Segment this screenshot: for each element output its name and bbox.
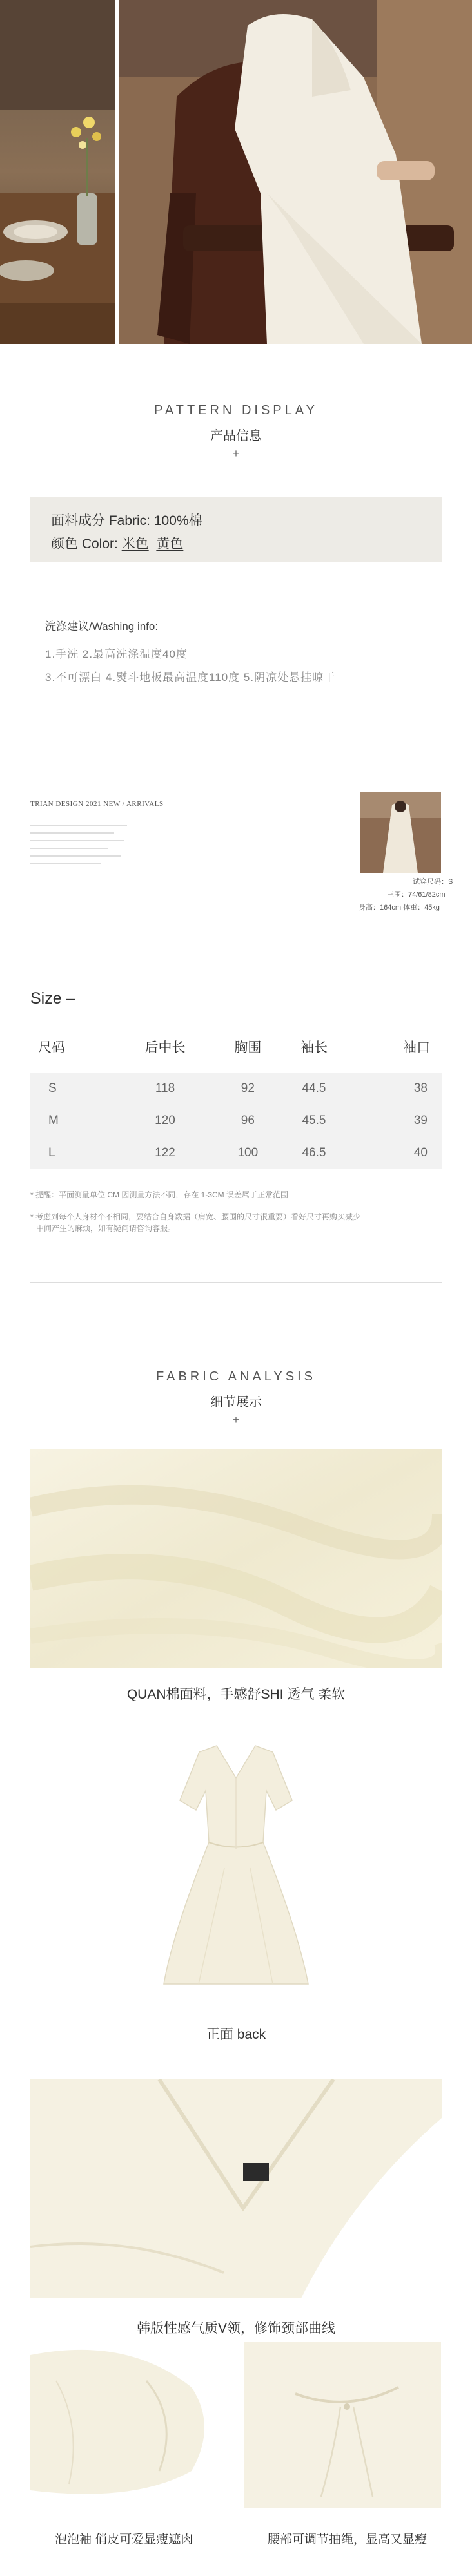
size-header-cell: 袖口 [403,1040,430,1055]
divider [30,1282,442,1283]
fabric-plus: + [232,1413,240,1426]
model-measure-value: 74/61/82cm [408,891,446,899]
fabric-label: 面料成分 Fabric: [51,513,154,528]
size-cell: 100 [237,1146,259,1159]
washing-title: 洗涤建议/Washing info: [45,620,159,633]
size-cell: 122 [155,1146,175,1159]
caption-vneck: 韩版性感气质V领，修饰颈部曲线 [136,2321,335,2336]
color-line [51,533,183,553]
vneck-detail-photo [30,2079,442,2298]
caption-sleeve: 泡泡袖 俏皮可爱显瘦遮肉 [55,2533,193,2546]
size-note-1: * 提醒：平面测量单位 CM 因测量方法不同，存在 1-3CM 误差属于正常范围 [30,1190,289,1199]
size-cell: S [48,1082,57,1095]
size-note-2a: * 考虑到每个人身材个不相同，要结合自身数据（肩宽、腰围的尺寸很重要）看好尺寸再购买减少 [30,1212,361,1221]
size-table-row [30,1137,442,1169]
size-cell: L [48,1146,55,1159]
size-header-cell: 后中长 [144,1040,186,1055]
color-option-yellow: 黄色 [156,537,184,551]
size-note-2b: 中间产生的麻烦，如有疑问请咨询客服。 [36,1224,176,1233]
caption-front: 正面 back [206,2027,266,2042]
pattern-plus: + [232,447,240,460]
size-cell: M [48,1114,59,1127]
fabric-title-en: FABRIC ANALYSIS [155,1369,317,1384]
size-header-cell: 胸围 [234,1040,262,1055]
size-cell: 40 [413,1146,428,1159]
fabric-line [51,510,202,530]
washing-line-1: 1.手洗 2.最高洗涤温度40度 [45,648,188,660]
fabric-title-cn: 细节展示 [210,1395,262,1409]
waist-detail-photo [244,2342,441,2508]
model-size: 试穿尺码：S [413,878,453,886]
size-header-cell: 尺码 [38,1040,65,1055]
model-measure-label: 三围： [387,891,408,899]
fabric-closeup-photo [30,1449,442,1668]
sleeve-detail-photo [30,2342,228,2508]
size-title: Size – [30,989,75,1007]
size-cell: 92 [241,1082,255,1095]
placeholder-small-text [30,825,133,871]
size-table-header [30,1021,442,1073]
color-label: 颜色 Color: [51,537,122,551]
hero-table-photo [0,0,115,344]
pattern-title-en: PATTERN DISPLAY [154,403,318,417]
fabric-value: 100%棉 [153,513,202,528]
caption-fabric: QUAN棉面料，手感舒SHI 透气 柔软 [126,1687,346,1702]
pattern-title-cn: 产品信息 [210,429,262,443]
size-cell: 44.5 [302,1082,326,1095]
caption-waist: 腰部可调节抽绳，显高又显瘦 [268,2533,428,2546]
dress-front-photo [160,1739,312,1997]
size-cell: 45.5 [302,1114,326,1127]
washing-line-2: 3.不可漂白 4.熨斗地板最高温度110度 5.阴凉处悬挂晾干 [45,671,336,683]
size-table-row [30,1105,442,1137]
model-thumbnail [360,792,441,873]
size-cell: 46.5 [302,1146,326,1159]
color-option-beige: 米色 [121,537,149,551]
size-header-cell: 袖长 [300,1040,328,1055]
size-table-row [30,1073,442,1105]
hero-model-photo [119,0,472,344]
model-height-weight: 身高：164cm 体重：45kg [359,904,440,911]
fabric-info-box [30,497,442,562]
size-cell: 39 [413,1114,428,1127]
size-cell: 96 [241,1114,255,1127]
size-cell: 120 [155,1114,175,1127]
brand-line: TRIAN DESIGN 2021 NEW / ARRIVALS [30,800,164,808]
size-table [30,1021,442,1169]
size-cell: 118 [155,1082,175,1095]
size-cell: 38 [413,1082,428,1095]
model-measure [387,889,445,899]
